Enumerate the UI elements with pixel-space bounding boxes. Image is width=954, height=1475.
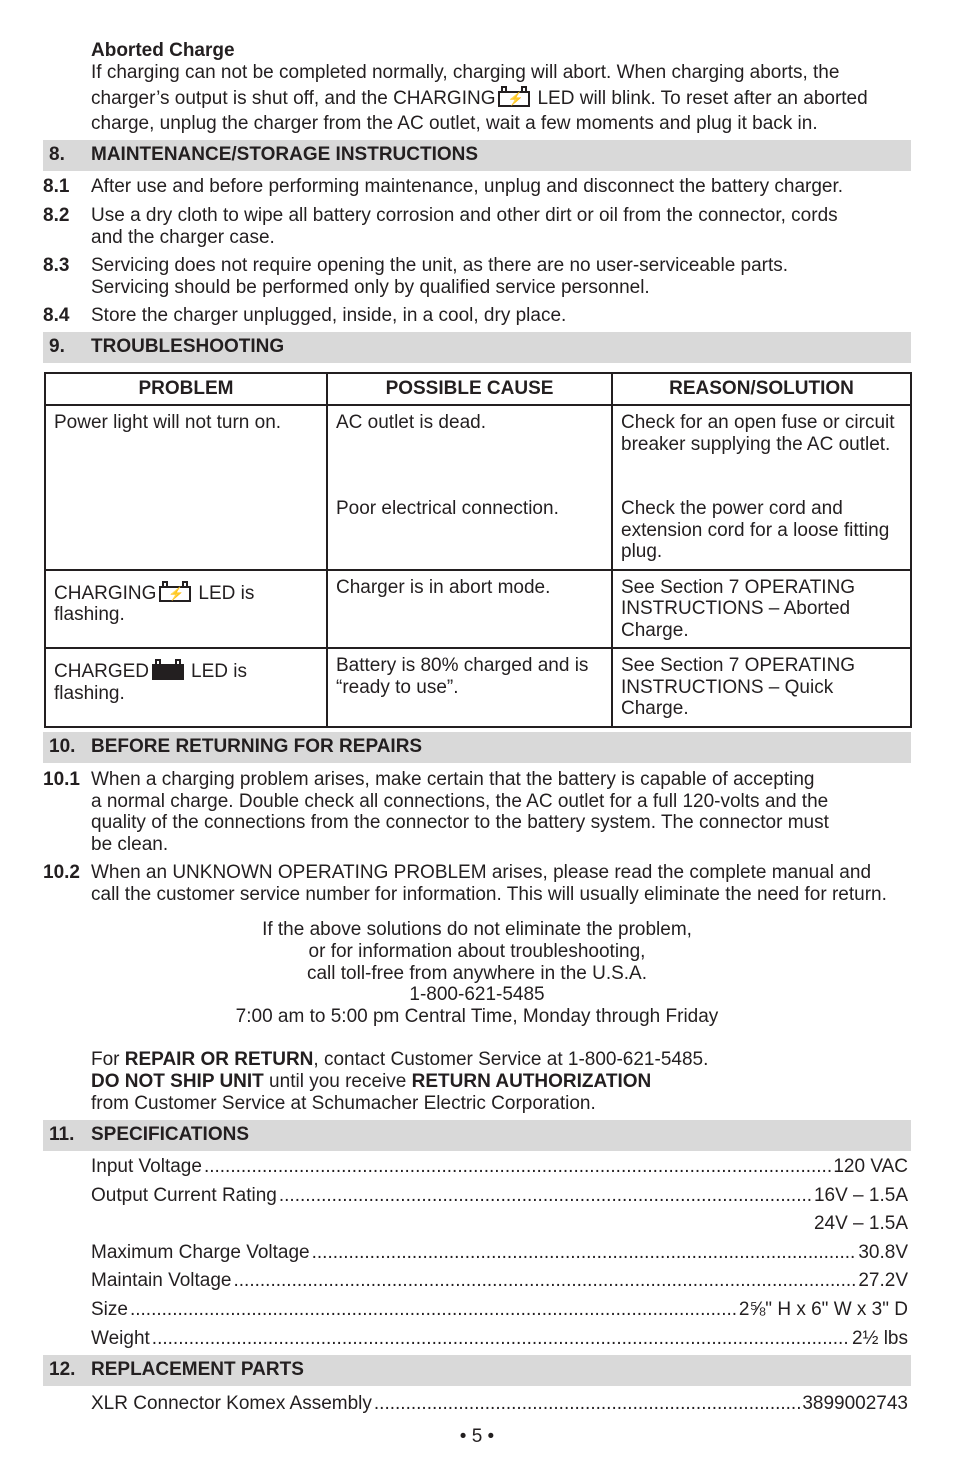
battery-full-icon <box>152 659 188 680</box>
spec-label: Output Current Rating <box>91 1185 277 1206</box>
battery-charging-icon: ⚡ <box>498 86 534 107</box>
table-cell <box>327 405 612 570</box>
page-number: • 5 • <box>459 1426 495 1447</box>
item-text: After use and before performing maintenance, unplug and disconnect the battery charger. <box>91 176 844 197</box>
contact-line: or for information about troubleshooting, <box>308 941 646 962</box>
item-line: a normal charge. Double check all connections, the AC outlet for a full 120-volts and the <box>91 790 829 812</box>
item-line: Servicing should be performed only by qualified service personnel. <box>91 276 650 298</box>
section-title: SPECIFICATIONS <box>91 1124 249 1145</box>
column-header: POSSIBLE CAUSE <box>327 373 612 405</box>
table-row <box>45 648 911 727</box>
item-line: be clean. <box>91 833 169 855</box>
section-number: 9. <box>49 336 65 357</box>
table-row <box>45 570 911 649</box>
part-number: 3899002743 <box>802 1393 908 1414</box>
table-cell <box>612 648 911 727</box>
solution-text: Check the power cord and extension cord for a loose fitting plug. <box>621 498 890 562</box>
spec-label: Size <box>91 1299 128 1320</box>
text: , contact Customer Service at 1-800-621-5485. <box>313 1049 709 1070</box>
aborted-charge-heading: Aborted Charge <box>91 40 235 61</box>
table-cell <box>612 405 911 570</box>
spec-row <box>91 1328 908 1350</box>
item-number: 8.3 <box>43 255 70 276</box>
leader-dots <box>130 1299 737 1321</box>
item-line: and the charger case. <box>91 226 275 248</box>
text: For <box>91 1049 125 1070</box>
text-bold: DO NOT SHIP UNIT <box>91 1071 264 1092</box>
leader-dots <box>204 1156 831 1178</box>
item-number: 8.1 <box>43 176 70 197</box>
aborted-line2 <box>91 86 868 110</box>
table-cell <box>45 405 327 570</box>
spec-row <box>91 1242 908 1264</box>
spec-row <box>91 1156 908 1178</box>
problem-text: CHARGING <box>54 582 157 604</box>
spec-value: 27.2V <box>858 1270 908 1291</box>
problem-text: Power light will not turn on. <box>54 412 282 433</box>
leader-dots <box>279 1185 812 1207</box>
spec-value: 30.8V <box>858 1242 908 1263</box>
item-line: Use a dry cloth to wipe all battery corrosion and other dirt or oil from the connector, cords <box>91 205 838 226</box>
item-line: When an UNKNOWN OPERATING PROBLEM arises, please read the complete manual and <box>91 862 872 883</box>
leader-dots <box>312 1242 857 1264</box>
table-row <box>45 405 911 570</box>
battery-charging-icon: ⚡ <box>159 581 195 602</box>
section-11-header <box>43 1120 911 1151</box>
cause-text: Battery is 80% charged and is “ready to use”. <box>336 655 589 698</box>
problem-text: LED is flashing. <box>54 582 255 625</box>
section-number: 10. <box>49 736 76 757</box>
text: until you receive <box>263 1071 412 1092</box>
text-bold: REPAIR OR RETURN <box>124 1049 314 1070</box>
section-9-header <box>43 332 911 363</box>
section-title: REPLACEMENT PARTS <box>91 1359 304 1380</box>
table-cell <box>45 570 327 649</box>
spec-row <box>91 1185 908 1207</box>
spec-value: 2½ lbs <box>852 1328 908 1349</box>
item-line: When a charging problem arises, make certain that the battery is capable of accepting <box>91 769 815 790</box>
item-line: Servicing does not require opening the unit, as there are no user-serviceable parts. <box>91 255 789 276</box>
table-cell <box>612 570 911 649</box>
item-line: call the customer service number for information. This will usually eliminate the need for return. <box>91 883 887 905</box>
solution-text: Check for an open fuse or circuit breaker supplying the AC outlet. <box>621 412 895 455</box>
item-text: Store the charger unplugged, inside, in a cool, dry place. <box>91 305 567 326</box>
contact-hours: 7:00 am to 5:00 pm Central Time, Monday through Friday <box>235 1006 719 1027</box>
table-header-row <box>45 373 911 405</box>
section-title: BEFORE RETURNING FOR REPAIRS <box>91 736 423 757</box>
from-line: from Customer Service at Schumacher Electric Corporation. <box>91 1093 596 1114</box>
item-number: 10.2 <box>43 862 80 883</box>
spec-row <box>91 1213 908 1235</box>
repair-line <box>91 1049 708 1071</box>
section-title: TROUBLESHOOTING <box>91 336 285 357</box>
spec-row <box>91 1299 908 1321</box>
contact-line: call toll-free from anywhere in the U.S.A. <box>306 963 648 984</box>
section-12-header <box>43 1355 911 1386</box>
item-number: 8.4 <box>43 305 70 326</box>
table-cell <box>327 648 612 727</box>
leader-dots <box>374 1393 800 1415</box>
cause-text: Poor electrical connection. <box>336 498 559 519</box>
aborted-line2a: charger’s output is shut off, and the CHARGING <box>91 88 496 109</box>
spec-label: Input Voltage <box>91 1156 202 1177</box>
contact-line: If the above solutions do not eliminate the problem, <box>262 919 692 940</box>
spec-value: 120 VAC <box>833 1156 908 1177</box>
aborted-line3: charge, unplug the charger from the AC outlet, wait a few moments and plug it back in. <box>91 113 818 134</box>
section-number: 11. <box>49 1124 75 1145</box>
solution-text: See Section 7 OPERATING INSTRUCTIONS – Quick Charge. <box>621 655 856 719</box>
spec-value: 16V – 1.5A <box>813 1185 908 1206</box>
table-cell <box>327 570 612 649</box>
spec-row <box>91 1270 908 1292</box>
column-header: REASON/SOLUTION <box>612 373 911 405</box>
spec-value: 2⅝" H x 6" W x 3" D <box>738 1299 908 1320</box>
solution-text: See Section 7 OPERATING INSTRUCTIONS – Aborted Charge. <box>621 576 856 641</box>
spec-value: 24V – 1.5A <box>813 1213 908 1234</box>
aborted-line2b: LED will blink. To reset after an aborted <box>537 88 868 109</box>
leader-dots <box>152 1328 850 1350</box>
part-row <box>91 1393 908 1415</box>
section-title: MAINTENANCE/STORAGE INSTRUCTIONS <box>91 144 479 165</box>
ship-line <box>91 1071 651 1093</box>
item-number: 10.1 <box>43 769 80 790</box>
text-bold: RETURN AUTHORIZATION <box>411 1071 652 1092</box>
cause-text: Charger is in abort mode. <box>336 576 551 598</box>
section-number: 8. <box>49 144 65 165</box>
aborted-line1: If charging can not be completed normally, charging will abort. When charging aborts, the <box>91 62 840 83</box>
problem-text: LED is flashing. <box>54 661 247 704</box>
section-number: 12. <box>49 1359 76 1380</box>
table-cell <box>45 648 327 727</box>
spec-label: Weight <box>91 1328 150 1349</box>
spec-label: Maximum Charge Voltage <box>91 1242 310 1263</box>
column-header: PROBLEM <box>45 373 327 405</box>
phone-number: 1-800-621-5485 <box>409 984 545 1005</box>
item-number: 8.2 <box>43 205 70 226</box>
spec-label: Maintain Voltage <box>91 1270 232 1291</box>
leader-dots <box>234 1270 857 1292</box>
cause-text: AC outlet is dead. <box>336 412 486 433</box>
troubleshooting-table <box>44 372 912 728</box>
section-10-header <box>43 732 911 763</box>
part-label: XLR Connector Komex Assembly <box>91 1393 372 1414</box>
section-8-header <box>43 140 911 171</box>
item-line: quality of the connections from the connector to the battery system. The connector must <box>91 812 829 833</box>
problem-text: CHARGED <box>54 661 150 682</box>
